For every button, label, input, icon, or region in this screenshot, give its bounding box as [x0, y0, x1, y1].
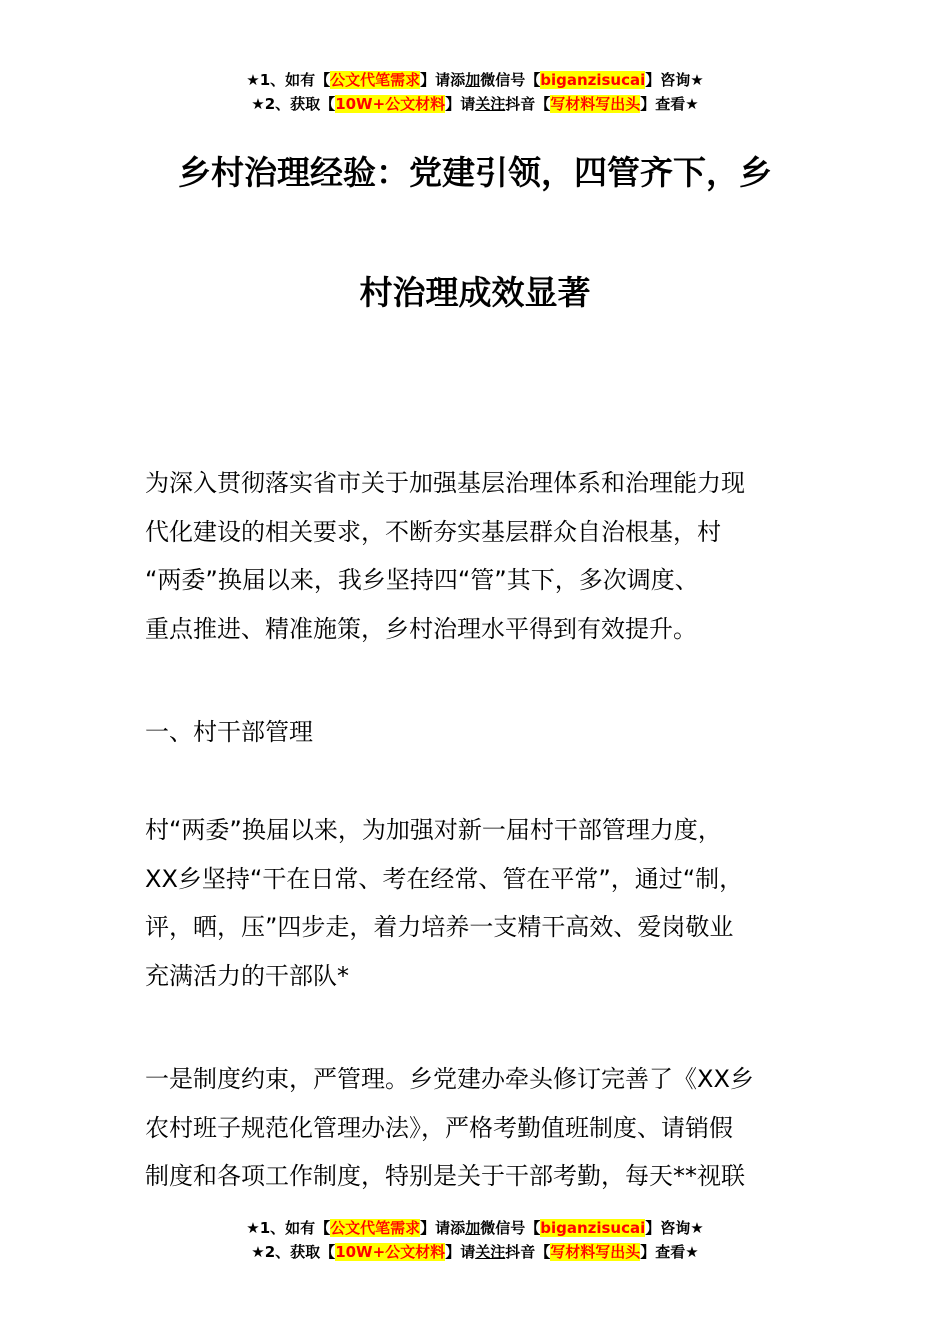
header-banner [0, 68, 950, 116]
highlight-service: 公文代笔需求 [330, 1219, 421, 1237]
subsection-paragraph: 一是制度约束，严管理。乡党建办牵头修订完善了《XX乡 农村班子规范化管理办法》，严格考勤值班制度、请销假 制度和各项工作制度，特别是关于干部考勤，每天**视联 [145, 1065, 754, 1191]
footer-banner [0, 1216, 950, 1264]
highlight-douyin-id: 写材料写出头 [550, 1243, 641, 1261]
document-title-line-2: 村治理成效显著 [359, 273, 591, 312]
banner-line-1: ★1、如有【公文代笔需求】请添加微信号【biganzisucai】咨询★ [246, 1219, 704, 1237]
section-heading: 一、村干部管理 [145, 718, 313, 746]
highlight-materials: 10W+公文材料 [335, 1243, 446, 1261]
highlight-wechat-id: biganzisucai [540, 71, 646, 89]
highlight-materials: 10W+公文材料 [335, 95, 446, 113]
highlight-service: 公文代笔需求 [330, 71, 421, 89]
intro-paragraph: 为深入贯彻落实省市关于加强基层治理体系和治理能力现 代化建设的相关要求，不断夯实基层群众自治根基，村 “两委”换届以来，我乡坚持四“管”其下，多次调度、 重点推进、精准施策，乡村治理水平得到有效提升。 [145, 469, 745, 643]
banner-line-2: ★2、获取【10W+公文材料】请关注抖音【写材料写出头】查看★ [251, 1243, 699, 1261]
banner-line-1: ★1、如有【公文代笔需求】请添加微信号【biganzisucai】咨询★ [246, 71, 704, 89]
section-paragraph: 村“两委”换届以来，为加强对新一届村干部管理力度， XX乡坚持“干在日常、考在经常、管在平常”，通过“制， 评，晒，压”四步走，着力培养一支精干高效、爱岗敬业 充满活力的干部队* [145, 816, 744, 990]
highlight-douyin-id: 写材料写出头 [550, 95, 641, 113]
banner-line-2: ★2、获取【10W+公文材料】请关注抖音【写材料写出头】查看★ [251, 95, 699, 113]
highlight-wechat-id: biganzisucai [540, 1219, 646, 1237]
document-title-line-1: 乡村治理经验：党建引领，四管齐下，乡 [178, 153, 772, 192]
